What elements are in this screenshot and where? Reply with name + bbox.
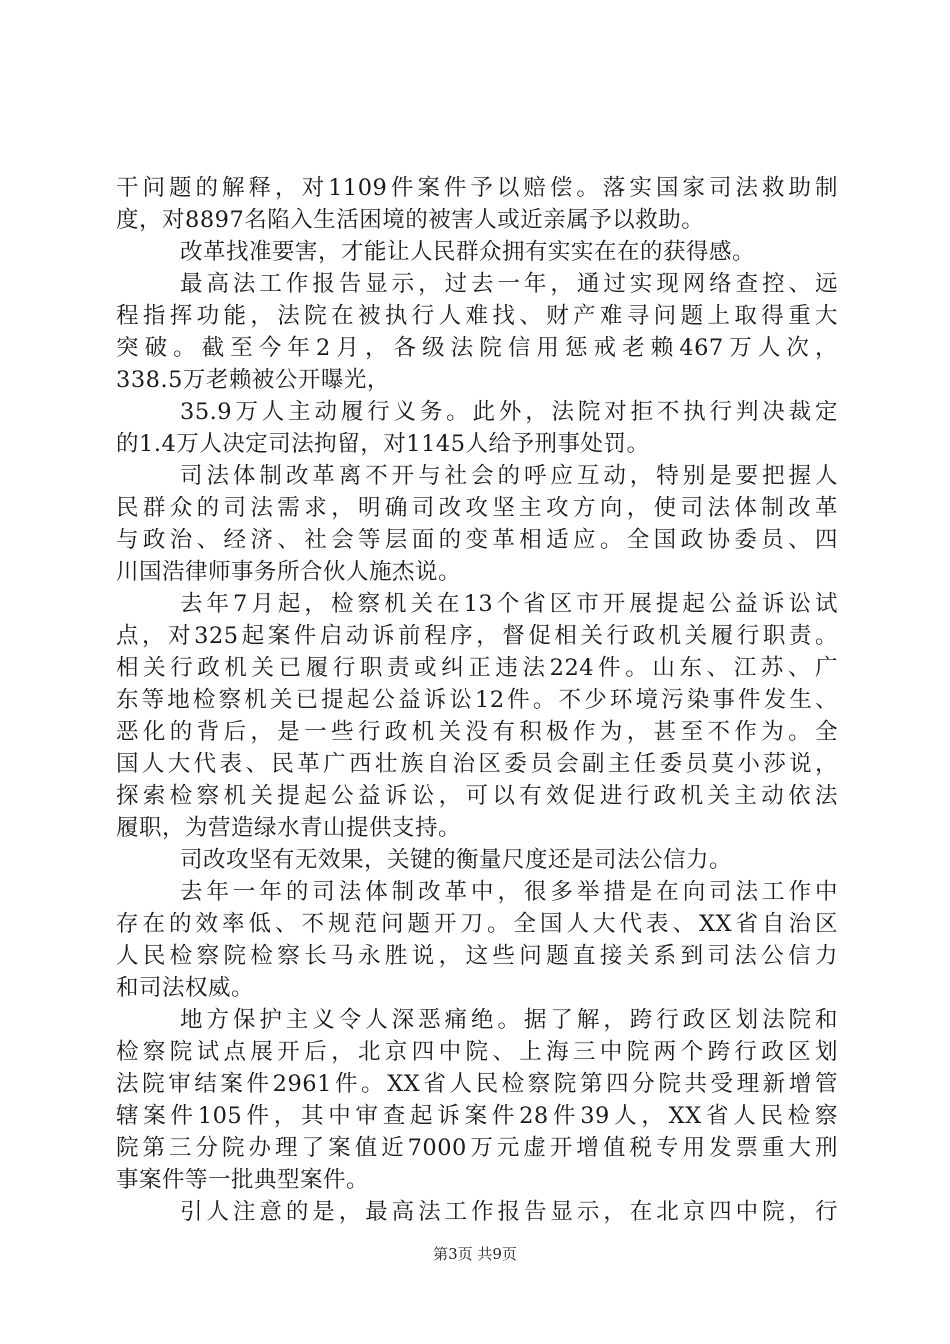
text-line: 法院审结案件2961件。XX省人民检察院第四分院共受理新增管 [116, 1071, 838, 1097]
text-line: 履职，为营造绿水青山提供支持。 [116, 815, 462, 841]
text-line: 突破。截至今年2月，各级法院信用惩戒老赖467万人次， [116, 335, 838, 361]
text-line: 338.5万老赖被公开曝光， [116, 367, 390, 393]
text-line: 川国浩律师事务所合伙人施杰说。 [116, 559, 462, 585]
text-line: 的1.4万人决定司法拘留，对1145人给予刑事处罚。 [116, 431, 650, 457]
text-line: 去年7月起，检察机关在13个省区市开展提起公益诉讼试 [180, 591, 838, 617]
text-line: 司改攻坚有无效果，关键的衡量尺度还是司法公信力。 [180, 847, 733, 873]
text-line: 司法体制改革离不开与社会的呼应互动，特别是要把握人 [180, 463, 838, 489]
text-line: 程指挥功能，法院在被执行人难找、财产难寻问题上取得重大 [116, 303, 838, 329]
text-line: 民群众的司法需求，明确司改攻坚主攻方向，使司法体制改革 [116, 495, 838, 521]
text-line: 度，对8897名陷入生活困境的被害人或近亲属予以救助。 [116, 207, 705, 233]
document-body [116, 172, 838, 1228]
text-line: 去年一年的司法体制改革中，很多举措是在向司法工作中 [180, 879, 838, 905]
page-number: 第3页 共9页 [433, 1245, 517, 1263]
text-line: 最高法工作报告显示，过去一年，通过实现网络查控、远 [180, 271, 838, 297]
text-line: 存在的效率低、不规范问题开刀。全国人大代表、XX省自治区 [116, 911, 838, 937]
text-line: 事案件等一批典型案件。 [116, 1167, 370, 1193]
text-line: 35.9万人主动履行义务。此外，法院对拒不执行判决裁定 [180, 399, 838, 425]
text-line: 国人大代表、民革广西壮族自治区委员会副主任委员莫小莎说， [116, 751, 838, 777]
text-line: 地方保护主义令人深恶痛绝。据了解，跨行政区划法院和 [180, 1007, 838, 1033]
text-line: 引人注意的是，最高法工作报告显示，在北京四中院，行 [180, 1199, 838, 1225]
text-line: 和司法权威。 [116, 975, 255, 1001]
text-line: 干问题的解释，对1109件案件予以赔偿。落实国家司法救助制 [116, 175, 838, 201]
text-line: 点，对325起案件启动诉前程序，督促相关行政机关履行职责。 [116, 623, 838, 649]
text-line: 人民检察院检察长马永胜说，这些问题直接关系到司法公信力 [116, 943, 838, 969]
text-line: 院第三分院办理了案值近7000万元虚开增值税专用发票重大刑 [116, 1135, 838, 1161]
text-line: 恶化的背后，是一些行政机关没有积极作为，甚至不作为。全 [116, 719, 838, 745]
text-line: 相关行政机关已履行职责或纠正违法224件。山东、江苏、广 [116, 655, 838, 681]
text-line: 与政治、经济、社会等层面的变革相适应。全国政协委员、四 [116, 527, 838, 553]
text-line: 改革找准要害，才能让人民群众拥有实实在在的获得感。 [180, 239, 756, 265]
text-line: 辖案件105件，其中审查起诉案件28件39人，XX省人民检察 [116, 1103, 838, 1129]
text-line: 检察院试点展开后，北京四中院、上海三中院两个跨行政区划 [116, 1039, 838, 1065]
text-line: 东等地检察机关已提起公益诉讼12件。不少环境污染事件发生、 [116, 687, 838, 713]
text-line: 探索检察机关提起公益诉讼，可以有效促进行政机关主动依法 [116, 783, 838, 809]
